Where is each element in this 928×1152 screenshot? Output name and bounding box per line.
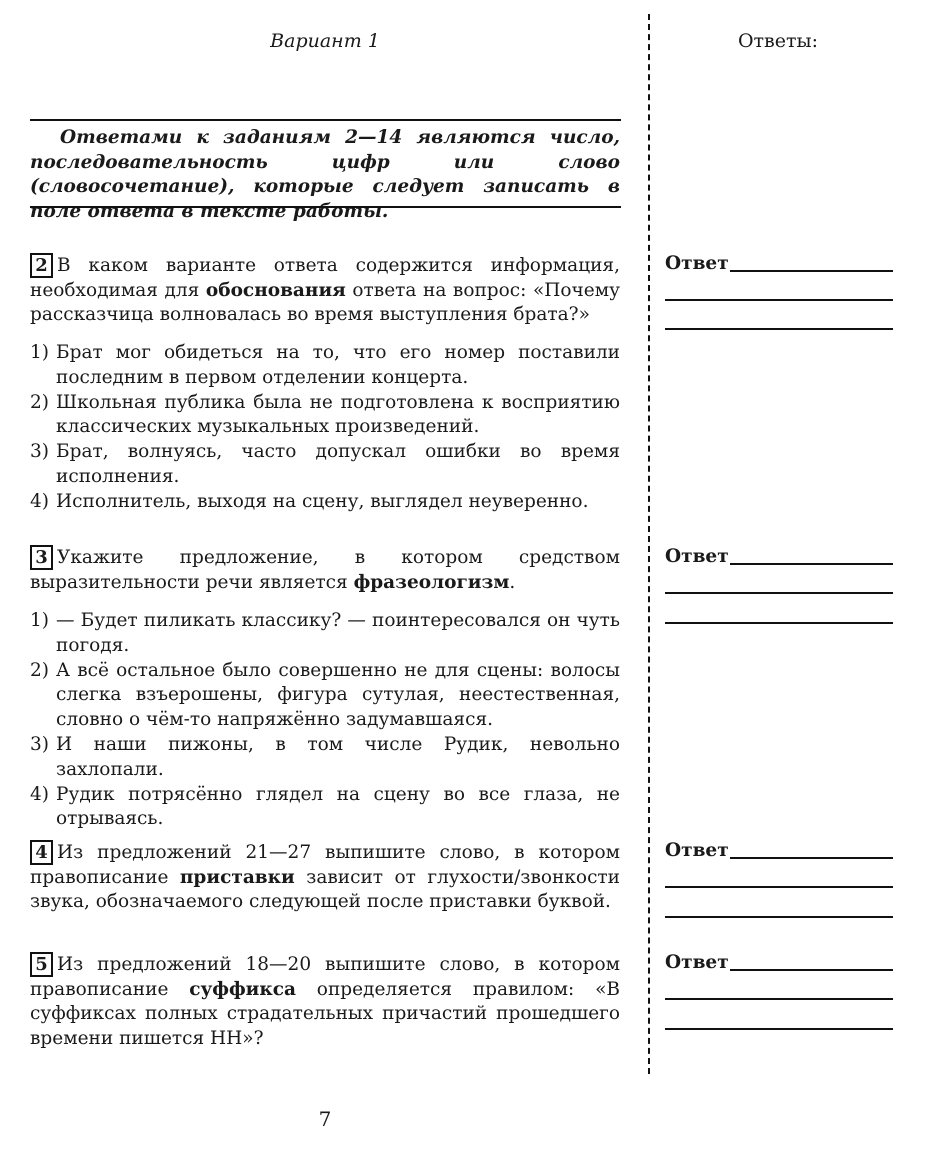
answer-line[interactable] xyxy=(730,857,893,859)
task-number-box: 4 xyxy=(30,840,53,865)
task-2-question: 2 В каком варианте ответа содержится информация, необходимая для обоснования ответа на вопрос: «Почему рассказчица волновалась во время выступления брата?» xyxy=(30,255,620,325)
task-2-options xyxy=(30,341,620,515)
instruction-bottom-rule xyxy=(30,206,621,208)
answer-line[interactable] xyxy=(665,1028,893,1030)
answer-field-task-4[interactable] xyxy=(665,840,895,861)
task-number-box: 5 xyxy=(30,952,53,977)
option: 4) Рудик потрясённо глядел на сцену во все глаза, не отрываясь. xyxy=(30,783,620,830)
answer-label: Ответ xyxy=(665,840,729,861)
answer-line[interactable] xyxy=(665,328,893,330)
answer-line[interactable] xyxy=(665,886,893,888)
option: 2) Школьная публика была не подготовлена к восприятию классических музыкальных произведений. xyxy=(30,391,620,438)
option: 2) А всё остальное было совершенно не для сцены: волосы слегка взъерошены, фигура сутулая, неестественная, словно о чём-то напряжённо задумавшаяся. xyxy=(30,659,620,731)
task-number-box: 3 xyxy=(30,545,53,570)
task-3-options xyxy=(30,609,620,832)
option: 3) Брат, волнуясь, часто допускал ошибки во время исполнения. xyxy=(30,441,620,487)
answer-line[interactable] xyxy=(665,592,893,594)
option: 3) И наши пижоны, в том числе Рудик, невольно захлопали. xyxy=(30,733,620,780)
answer-line[interactable] xyxy=(730,969,893,971)
task-5-question: 5 Из предложений 18—20 выпишите слово, в котором правописание суффикса определяется правилом: «В суффиксах полных страдательных причастий прошедшего времени пишется НН»? xyxy=(30,954,620,1049)
instruction-text: Ответами к заданиям 2—14 являются число, последовательность цифр или слово (словосочетание), которые следует записать в поле ответа в тексте работы. xyxy=(30,127,620,222)
option: 1) — Будет пиликать классику? — поинтересовался он чуть погодя. xyxy=(30,610,620,656)
task-4-question: 4 Из предложений 21—27 выпишите слово, в котором правописание приставки зависит от глухости/звонкости звука, обозначаемого следующей после приставки буквой. xyxy=(30,842,620,912)
answer-line[interactable] xyxy=(665,299,893,301)
option: 4) Исполнитель, выходя на сцену, выглядел неуверенно. xyxy=(30,490,589,512)
answer-line[interactable] xyxy=(665,622,893,624)
option: 1) Брат мог обидеться на то, что его номер поставили последним в первом отделении концерта. xyxy=(30,342,620,388)
answer-field-task-2[interactable] xyxy=(665,253,895,274)
answer-line[interactable] xyxy=(665,916,893,918)
answers-column-title: Ответы: xyxy=(737,30,819,52)
task-number-box: 2 xyxy=(30,253,53,278)
page-number: 7 xyxy=(318,1107,332,1131)
task-3-question: 3 Укажите предложение, в котором средством выразительности речи является фразеологизм. xyxy=(30,547,620,593)
answer-label: Ответ xyxy=(665,253,729,274)
instruction-top-rule xyxy=(30,119,621,121)
dashed-divider xyxy=(648,14,650,1074)
answer-line[interactable] xyxy=(665,998,893,1000)
answer-line[interactable] xyxy=(730,270,893,272)
variant-title: Вариант 1 xyxy=(270,30,380,52)
answer-label: Ответ xyxy=(665,546,729,567)
answer-line[interactable] xyxy=(730,563,893,565)
answer-label: Ответ xyxy=(665,952,729,973)
answer-field-task-5[interactable] xyxy=(665,952,895,973)
answer-field-task-3[interactable] xyxy=(665,546,895,567)
